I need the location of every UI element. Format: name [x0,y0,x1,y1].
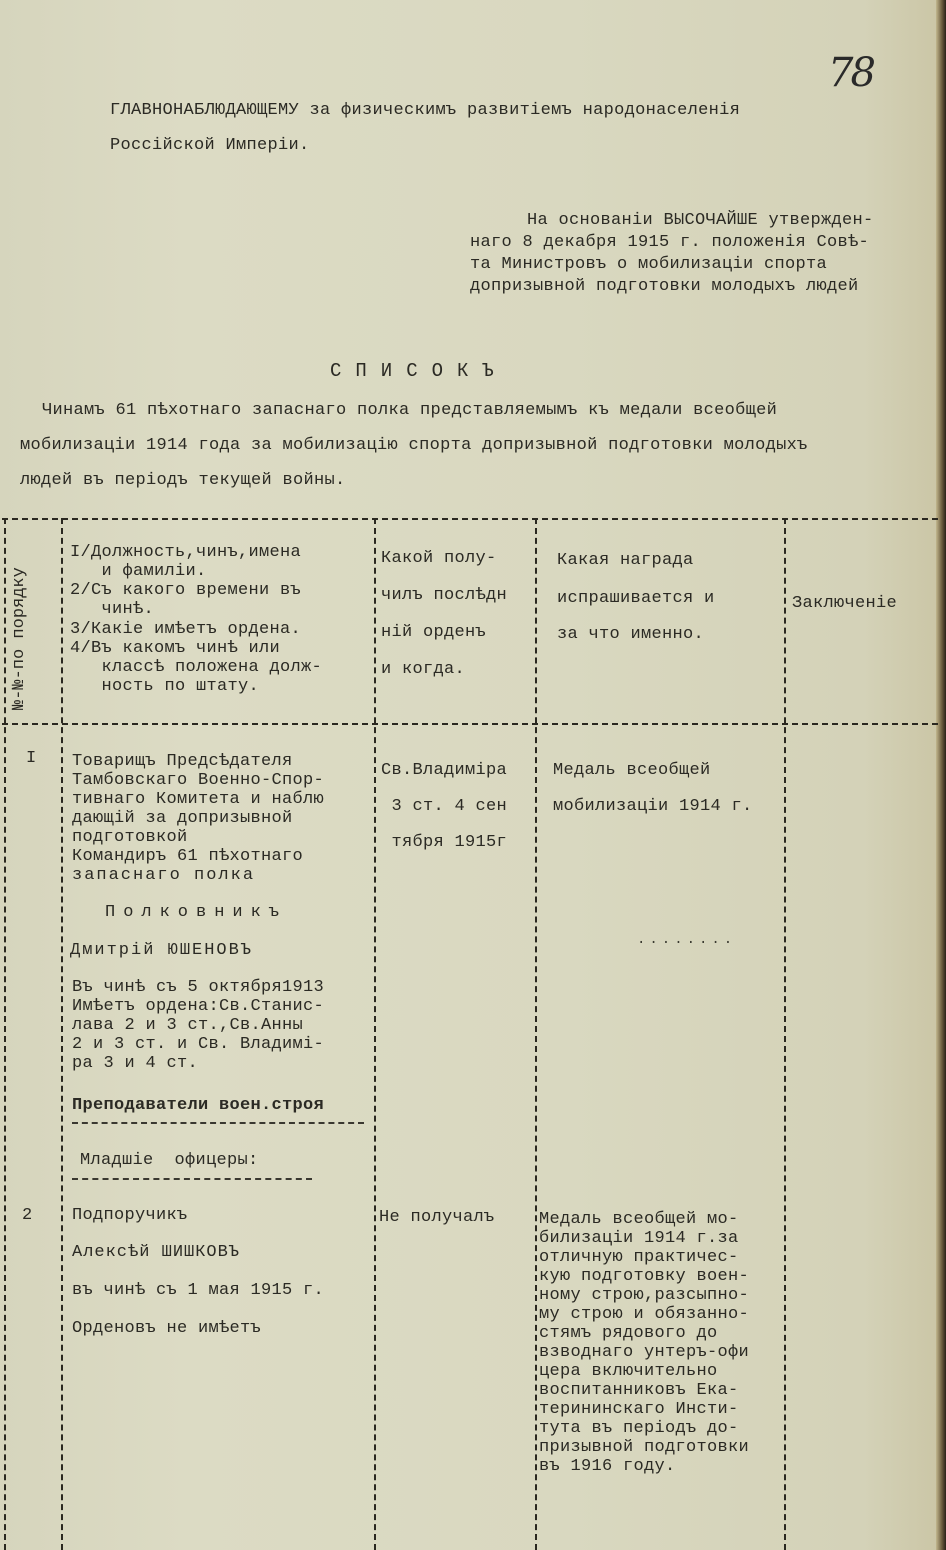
basis-line: наго 8 декабря 1915 г. положенія Совѣ- [470,233,870,252]
award-line: стямъ рядового до [539,1324,718,1343]
position-line: Командиръ 61 пѣхотнаго [72,847,304,866]
award-line: тута въ періодъ до- [539,1419,739,1438]
header-line: Какая награда [557,551,694,570]
position-line: подготовкой [72,828,188,847]
addressee-line-1: ГЛАВНОНАБЛЮДАЮЩЕМУ за физическимъ развитіемъ народонаселенія [110,101,741,120]
position-line: Товарищъ Предсѣдателя [72,752,293,771]
section-heading-instructors: Преподаватели воен.строя [72,1096,325,1115]
header-line: и фамиліи. [70,562,207,581]
header-line: Какой полу- [381,549,497,568]
header-number: №-№-по порядку [10,567,29,710]
award-line: въ 1916 году. [539,1457,676,1476]
position-line: тивнаго Комитета и наблю [72,790,325,809]
details-line: 2 и 3 ст. и Св. Владимі- [72,1035,325,1054]
person-name: Алексѣй ШИШКОВЪ [72,1243,241,1262]
header-line: за что именно. [557,625,705,644]
header-line: ній орденъ [381,623,487,642]
basis-line: допризывной подготовки молодыхъ людей [470,277,859,296]
addressee-line-2: Россійской Имперіи. [110,136,310,155]
underline [72,1178,312,1180]
position-line: Тамбовскаго Военно-Спор- [72,771,325,790]
person-name: Дмитрій ЮШЕНОВЪ [70,941,254,960]
rank: Полковникъ [105,903,288,922]
award-line: воспитанниковъ Ека- [539,1381,739,1400]
header-line: классѣ положена долж- [70,658,323,677]
award-line: взводнаго унтеръ-офи [539,1343,750,1362]
last-order-line: Св.Владиміра [381,761,508,780]
rank-since: въ чинѣ съ 1 мая 1915 г. [72,1281,325,1300]
header-line: 2/Съ какого времени въ [70,581,302,600]
last-order-line: тября 1915г [381,833,508,852]
award-line: му строю и обязанно- [539,1305,750,1324]
column-divider [374,518,376,1550]
award-line: терининскаго Инсти- [539,1400,739,1419]
award-line: призывной подготовки [539,1438,750,1457]
rank: Подпоручикъ [72,1206,188,1225]
basis-line: та Министровъ о мобилизаціи спорта [470,255,828,274]
header-line: чилъ послѣдн [381,586,508,605]
details-line: лава 2 и 3 ст.,Св.Анны [72,1016,304,1035]
table-top-border [2,518,938,520]
orders: Орденовъ не имѣетъ [72,1319,262,1338]
position-line: запаснаго полка [72,866,256,885]
column-divider [4,518,6,1550]
award-line: Медаль всеобщей [553,761,711,780]
details-line: Въ чинѣ съ 5 октября1913 [72,978,325,997]
award-line: мобилизаціи 1914 г. [553,797,753,816]
details-line: ра 3 и 4 ст. [72,1054,199,1073]
header-line: испрашивается и [557,589,715,608]
intro-line: Чинамъ 61 пѣхотнаго запаснаго полка представляемымъ къ медали всеобщей [42,401,778,420]
last-order-line: 3 ст. 4 сен [381,797,508,816]
page-number-handwritten: 78 [828,50,873,96]
last-order: Не получалъ [379,1208,495,1227]
underline [72,1122,364,1124]
header-line: 3/Какіе имѣетъ ордена. [70,620,302,639]
column-divider [535,518,537,1550]
position-line: дающій за допризывной [72,809,293,828]
header-conclusion: Заключеніе [792,594,898,613]
header-bottom-border [2,723,938,725]
row-number: 2 [22,1206,33,1225]
column-divider [61,518,63,1550]
header-line: и когда. [381,660,466,679]
page-edge [936,0,946,1550]
award-line: кую подготовку воен- [539,1267,750,1286]
header-line: чинѣ. [70,600,155,619]
header-line: I/Должность,чинъ,имена [70,543,302,562]
intro-line: людей въ періодъ текущей войны. [20,471,346,490]
award-line: отличную практичес- [539,1248,739,1267]
award-line: билизаціи 1914 г.за [539,1229,739,1248]
intro-line: мобилизаціи 1914 года за мобилизацію спорта допризывной подготовки молодыхъ [20,436,808,455]
award-line: цера включительно [539,1362,718,1381]
award-line: Медаль всеобщей мо- [539,1210,739,1229]
row-number: I [26,749,37,768]
award-line: ному строю,разсыпно- [539,1286,750,1305]
basis-line: На основаніи ВЫСОЧАЙШЕ утвержден- [527,211,874,230]
column-divider [784,518,786,1550]
filler-dots: ........ [637,932,737,948]
document-title: СПИСОКЪ [330,360,508,382]
details-line: Имѣетъ ордена:Св.Станис- [72,997,325,1016]
header-line: 4/Въ какомъ чинѣ или [70,639,281,658]
header-line: ность по штату. [70,677,260,696]
section-heading-officers: Младшіе офицеры: [80,1151,259,1170]
